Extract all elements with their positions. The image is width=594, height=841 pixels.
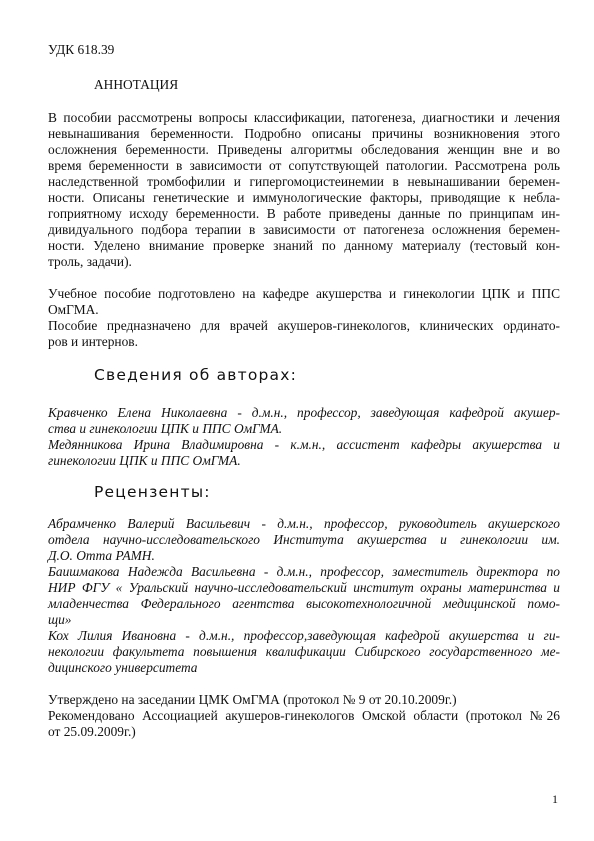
annotation-line: гоприятному исходу беременности. В работе приведены данные по принципам ин- [48, 206, 560, 221]
reviewer-line: щи» [48, 612, 72, 627]
annotation-line: В пособии рассмотрены вопросы классификации, патогенеза, диагностики и лечения [48, 110, 560, 125]
annotation-line: наследственной тромбофилии и гипергомоцистеинемии в невынашивании беремен- [48, 174, 560, 189]
annotation-line: ности. Описаны генетические и иммунологические факторы, приводящие к небла- [48, 190, 560, 205]
approval-line: от 25.09.2009г.) [48, 724, 136, 739]
reviewer-line: младенчества Федерального агентства высокотехнологичной медицинской помо- [48, 596, 560, 611]
reviewer-line: отдела научно-исследовательского Института акушерства и гинекологии им. [48, 532, 560, 547]
annotation-line: невынашивания беременности. Подробно описаны причины возникновения этого [48, 126, 560, 141]
author-line: ства и гинекологии ЦПК и ППС ОмГМА. [48, 421, 283, 436]
author-line: гинекологии ЦПК и ППС ОмГМА. [48, 453, 241, 468]
reviewer-line: Баишмакова Надежда Васильевна - д.м.н., профессор, заместитель директора по [48, 564, 560, 579]
annotation-line: троль, задачи). [48, 254, 132, 269]
annotation-line: время беременности в зависимости от сопутствующей патологии. Рассмотрена роль [48, 158, 560, 173]
annotation-line: дивидуального подбора терапии в зависимости от патогенеза осложнения беремен- [48, 222, 560, 237]
reviewer-line: некологии факультета повышения квалификации Сибирского государственного ме- [48, 644, 560, 659]
intended-line: Пособие предназначено для врачей акушеров-гинекологов, клинических ординато- [48, 318, 560, 333]
annotation-title: АННОТАЦИЯ [94, 77, 179, 92]
reviewer-line: Д.О. Отта РАМН. [48, 548, 155, 563]
reviewer-line: НИР ФГУ « Уральский научно-исследовательский институт охраны материнства и [48, 580, 560, 595]
annotation-line: осложнения беременности. Приведены алгоритмы обследования женщин вне и во [48, 142, 560, 157]
annotation-line: ности. Уделено внимание проверке знаний по данному материалу (тестовый кон- [48, 238, 560, 253]
author-line: Кравченко Елена Николаевна - д.м.н., профессор, заведующая кафедрой акушер- [48, 405, 560, 420]
reviewer-line: Кох Лилия Ивановна - д.м.н., профессор,заведующая кафедрой акушерства и ги- [48, 628, 560, 643]
authors-heading: Сведения об авторах: [94, 366, 298, 384]
intended-line: ров и интернов. [48, 334, 138, 349]
approval-line: Утверждено на заседании ЦМК ОмГМА (протокол № 9 от 20.10.2009г.) [48, 692, 457, 707]
reviewer-line: Абрамченко Валерий Васильевич - д.м.н., профессор, руководитель акушерского [48, 516, 560, 531]
prepared-line: Учебное пособие подготовлено на кафедре акушерства и гинекологии ЦПК и ППС [48, 286, 560, 301]
udk-code: УДК 618.39 [48, 42, 115, 57]
page-number: 1 [552, 792, 558, 806]
author-line: Медянникова Ирина Владимировна - к.м.н., ассистент кафедры акушерства и [48, 437, 560, 452]
approval-line: Рекомендовано Ассоциацией акушеров-гинекологов Омской области (протокол №26 [48, 708, 560, 723]
reviewers-heading: Рецензенты: [94, 483, 211, 501]
reviewer-line: дицинского университета [48, 660, 198, 675]
prepared-line: ОмГМА. [48, 302, 99, 317]
